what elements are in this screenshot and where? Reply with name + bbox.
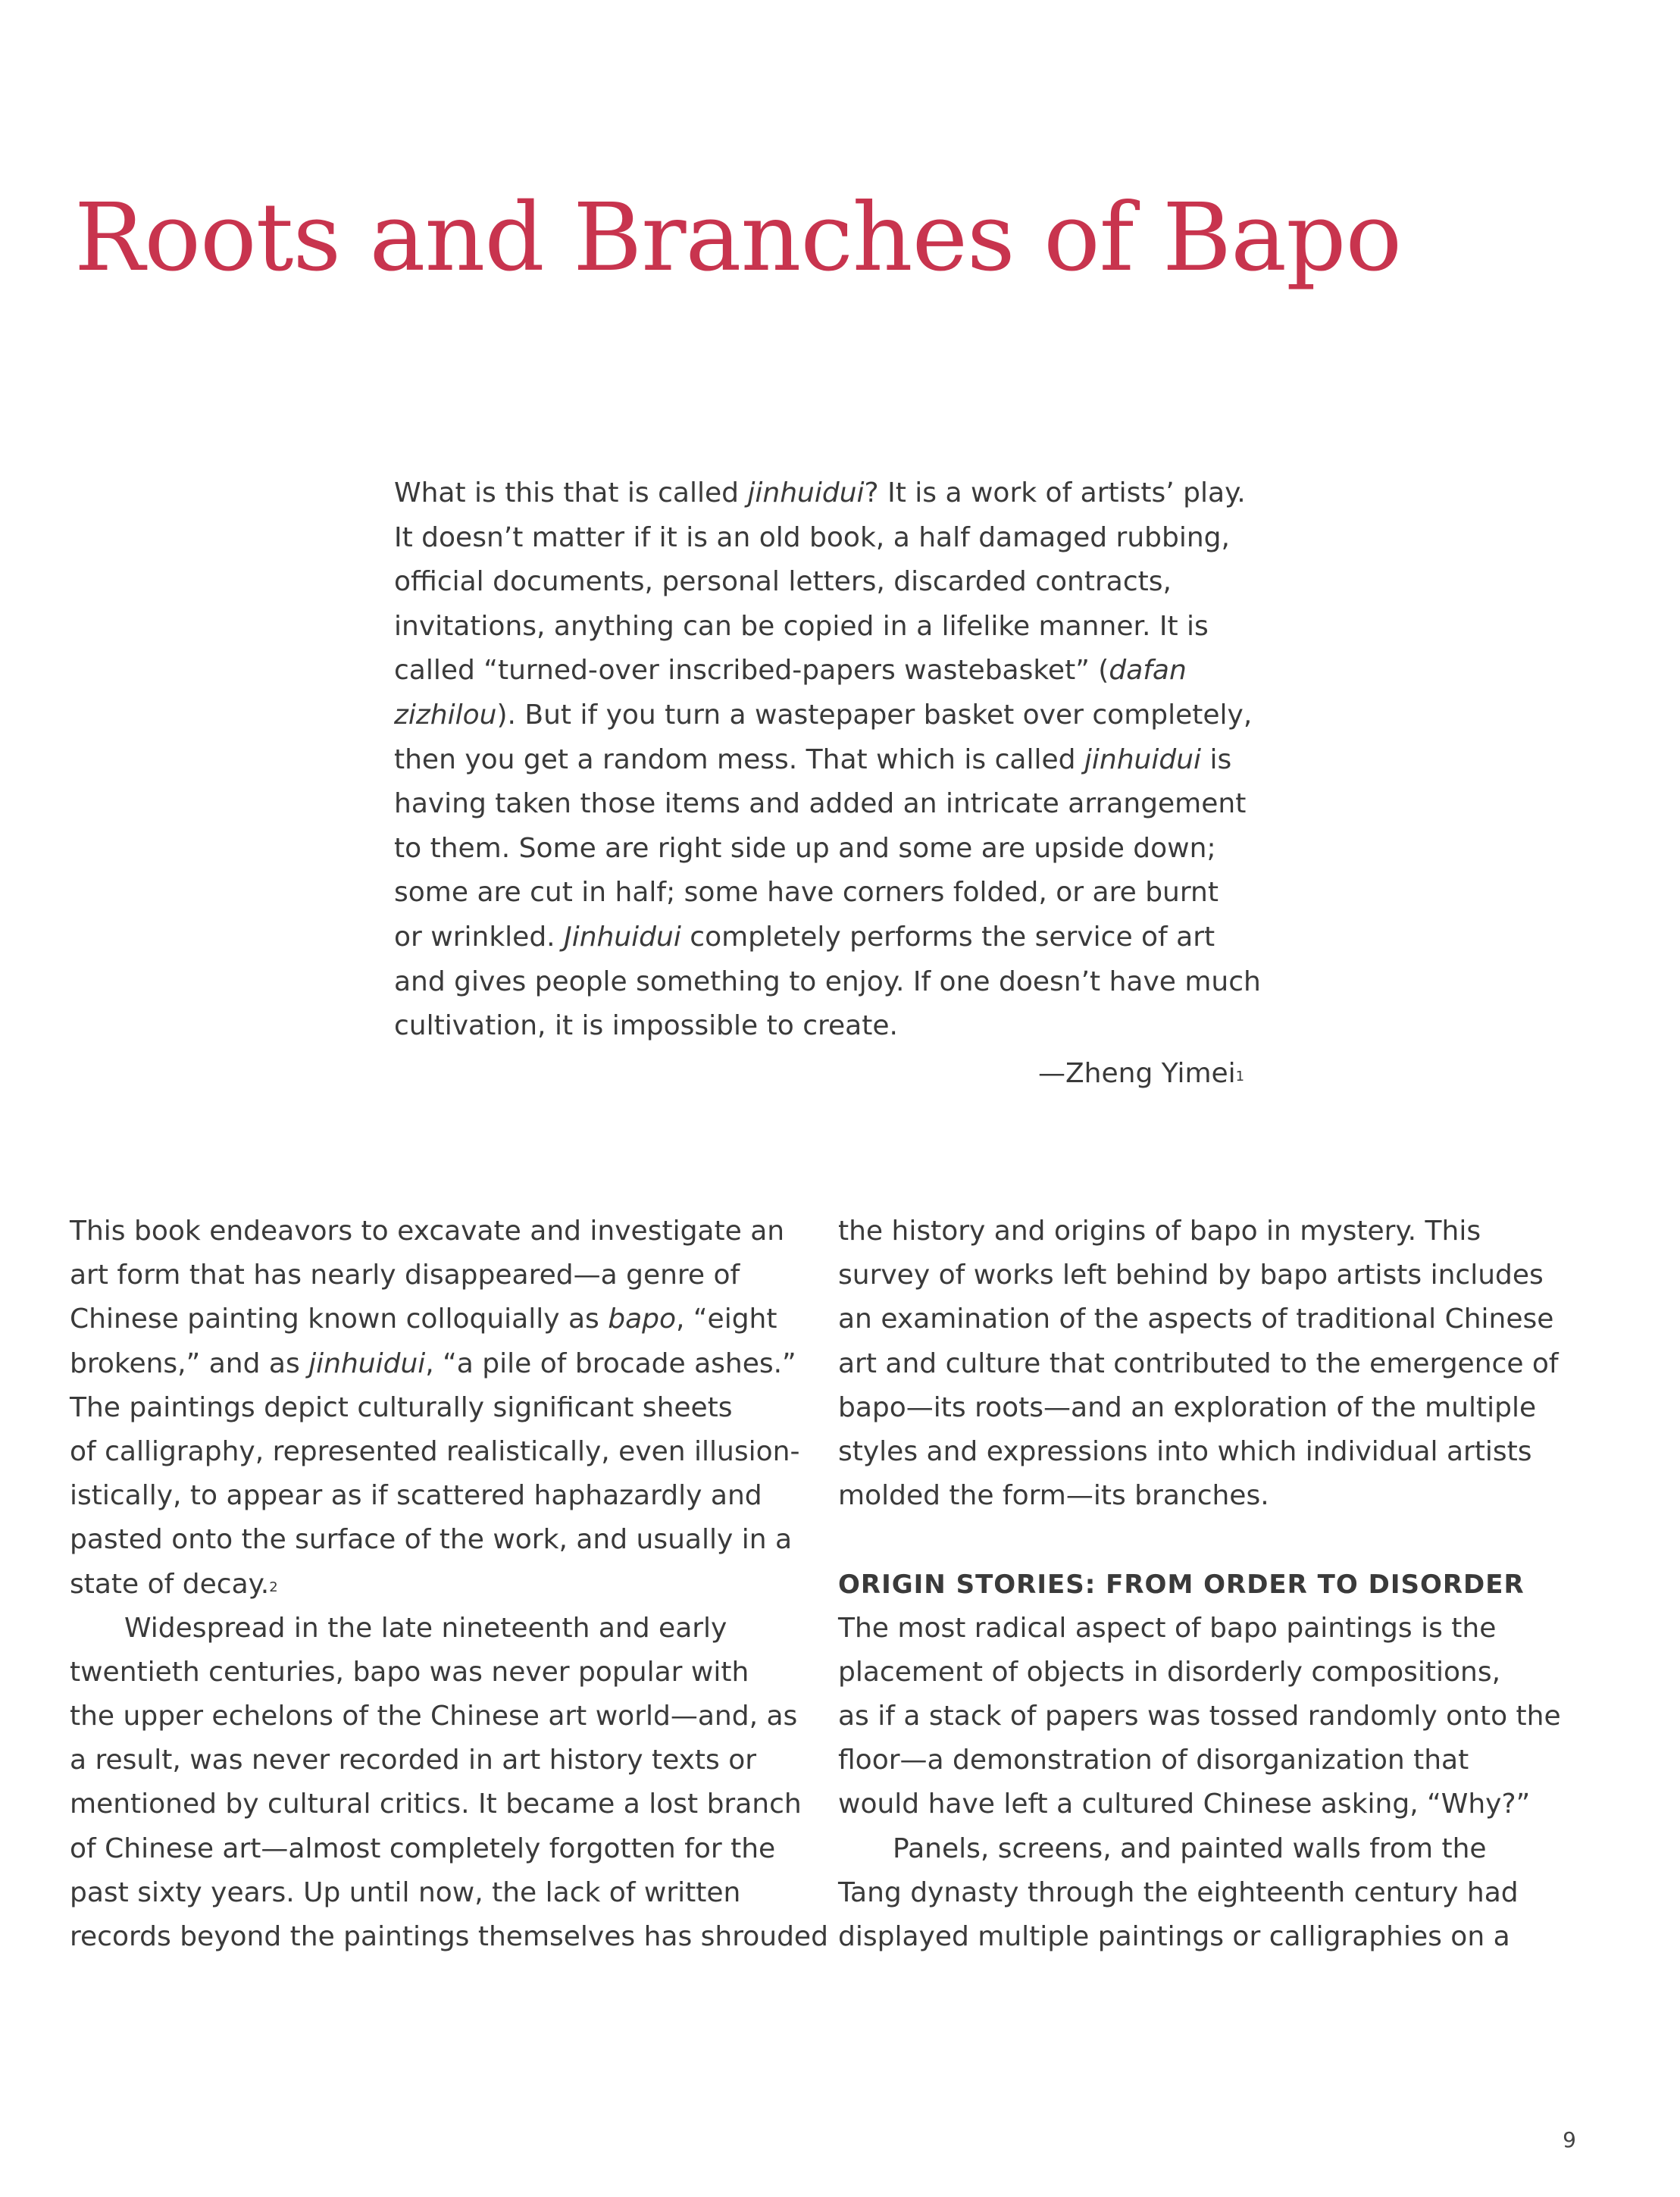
text-line bbox=[838, 1474, 1603, 1518]
italic-term: dafan bbox=[1109, 655, 1187, 687]
text-run: a result, was never recorded in art history texts or bbox=[70, 1745, 757, 1776]
text-line bbox=[394, 693, 1253, 738]
text-run: cultivation, it is impossible to create. bbox=[394, 1010, 898, 1042]
text-run: and gives people something to enjoy. If one doesn’t have much bbox=[394, 965, 1261, 997]
text-line bbox=[394, 871, 1243, 915]
text-line bbox=[838, 1695, 1603, 1739]
text-run: art and culture that contributed to the emergence of bbox=[838, 1347, 1559, 1379]
text-line bbox=[838, 1739, 1603, 1782]
text-run: to them. Some are right side up and some are upside down; bbox=[394, 832, 1216, 864]
text-line bbox=[838, 1651, 1603, 1695]
footnote-marker: 2 bbox=[269, 1579, 278, 1595]
text-run: ORIGIN STORIES: FROM ORDER TO DISORDER bbox=[838, 1569, 1525, 1600]
text-run: of Chinese art—almost completely forgotten for the bbox=[70, 1832, 776, 1864]
text-line bbox=[394, 915, 1243, 960]
text-run: Tang dynasty through the eighteenth century had bbox=[838, 1876, 1519, 1908]
text-run: floor—a demonstration of disorganization that bbox=[838, 1745, 1469, 1776]
text-line bbox=[838, 1607, 1603, 1651]
text-line bbox=[70, 1915, 828, 1959]
text-line bbox=[394, 827, 1243, 872]
text-line bbox=[70, 1827, 820, 1871]
text-line bbox=[394, 1004, 1243, 1049]
text-run: completely performs the service of art bbox=[680, 921, 1215, 953]
text-run: Chinese painting known colloquially as bbox=[70, 1303, 608, 1335]
text-run: past sixty years. Up until now, the lack of written bbox=[70, 1876, 741, 1908]
text-run: having taken those items and added an intricate arrangement bbox=[394, 788, 1247, 820]
text-run: mentioned by cultural critics. It became a lost branch bbox=[70, 1789, 802, 1820]
text-run: Widespread in the late nineteenth and early bbox=[124, 1612, 727, 1644]
text-run: Panels, screens, and painted walls from the bbox=[893, 1832, 1487, 1864]
epigraph-attribution bbox=[1038, 1052, 1243, 1096]
text-run: then you get a random mess. That which is called bbox=[394, 743, 1084, 775]
text-run: The most radical aspect of bapo paintings is the bbox=[838, 1612, 1497, 1644]
text-run: an examination of the aspects of traditional Chinese bbox=[838, 1303, 1554, 1335]
text-run: is bbox=[1201, 743, 1232, 775]
text-line bbox=[394, 516, 1243, 561]
footnote-marker: 1 bbox=[1235, 1069, 1245, 1084]
text-line bbox=[394, 471, 1246, 516]
text-line bbox=[70, 1695, 820, 1739]
text-line bbox=[70, 1297, 820, 1341]
text-run: or wrinkled. bbox=[394, 921, 565, 953]
text-run: , “a pile of brocade ashes.” bbox=[425, 1347, 796, 1379]
italic-term: zizhilou bbox=[394, 699, 497, 731]
text-run: records beyond the paintings themselves has shrouded bbox=[70, 1921, 828, 1952]
text-line bbox=[394, 738, 1243, 783]
text-line bbox=[70, 1430, 820, 1474]
text-line bbox=[70, 1607, 820, 1651]
text-line bbox=[70, 1651, 820, 1695]
text-line bbox=[394, 560, 1243, 605]
text-line bbox=[838, 1871, 1603, 1915]
epigraph bbox=[394, 471, 1261, 1049]
text-run: The paintings depict culturally significant sheets bbox=[70, 1391, 733, 1423]
text-line bbox=[838, 1253, 1603, 1297]
text-line bbox=[70, 1474, 820, 1518]
text-run: the history and origins of bapo in mystery. This bbox=[838, 1216, 1481, 1247]
text-run: , “eight bbox=[676, 1303, 777, 1335]
attribution-text: —Zheng Yimei bbox=[1038, 1058, 1236, 1089]
text-line bbox=[838, 1782, 1603, 1826]
text-line bbox=[838, 1386, 1603, 1430]
text-line bbox=[70, 1210, 820, 1253]
text-run: as if a stack of papers was tossed randomly onto the bbox=[838, 1701, 1561, 1732]
italic-term: jinhuidui bbox=[308, 1347, 426, 1379]
text-run: molded the form—its branches. bbox=[838, 1480, 1269, 1512]
epigraph-body bbox=[394, 471, 1261, 1049]
text-run: art form that has nearly disappeared—a genre of bbox=[70, 1260, 740, 1291]
text-line bbox=[70, 1253, 820, 1297]
text-line bbox=[838, 1210, 1603, 1253]
italic-term: jinhuidui bbox=[747, 477, 865, 509]
italic-term: jinhuidui bbox=[1084, 743, 1202, 775]
text-run: pasted onto the surface of the work, and usually in a bbox=[70, 1524, 793, 1556]
text-line bbox=[394, 960, 1261, 1005]
italic-term: bapo bbox=[608, 1303, 677, 1335]
text-run: What is this that is called bbox=[394, 477, 748, 509]
text-run: placement of objects in disorderly compositions, bbox=[838, 1656, 1501, 1688]
page-number: 9 bbox=[1563, 2127, 1576, 2152]
text-run: bapo—its roots—and an exploration of the multiple bbox=[838, 1391, 1537, 1423]
text-run: would have left a cultured Chinese asking, “Why?” bbox=[838, 1789, 1531, 1820]
text-line bbox=[838, 1342, 1603, 1386]
text-run: some are cut in half; some have corners folded, or are burnt bbox=[394, 877, 1219, 909]
text-run: survey of works left behind by bapo artists includes bbox=[838, 1260, 1544, 1291]
text-run: the upper echelons of the Chinese art world—and, as bbox=[70, 1701, 798, 1732]
text-run: called “turned-over inscribed-papers wastebasket” ( bbox=[394, 655, 1109, 687]
text-line bbox=[70, 1386, 820, 1430]
text-line bbox=[838, 1297, 1603, 1341]
text-run: brokens,” and as bbox=[70, 1347, 309, 1379]
text-line bbox=[70, 1518, 820, 1562]
text-run: ? It is a work of artists’ play. bbox=[864, 477, 1246, 509]
italic-term: Jinhuidui bbox=[564, 921, 681, 953]
body-column-right bbox=[838, 1210, 1603, 1959]
text-run: istically, to appear as if scattered haphazardly and bbox=[70, 1480, 762, 1512]
text-line bbox=[394, 649, 1243, 693]
text-line bbox=[838, 1827, 1603, 1871]
text-line bbox=[394, 605, 1243, 649]
text-run: styles and expressions into which individual artists bbox=[838, 1435, 1532, 1467]
text-line bbox=[838, 1915, 1603, 1959]
text-line bbox=[70, 1871, 820, 1915]
paragraph-gap bbox=[838, 1518, 1603, 1562]
text-line bbox=[70, 1563, 820, 1607]
text-run: displayed multiple paintings or calligraphies on a bbox=[838, 1921, 1510, 1952]
section-heading bbox=[838, 1563, 1603, 1607]
text-run: This book endeavors to excavate and investigate an bbox=[70, 1216, 785, 1247]
body-column-left bbox=[70, 1210, 828, 1959]
page-title: Roots and Branches of Bapo bbox=[74, 183, 1402, 293]
text-run: It doesn’t matter if it is an old book, a half damaged rubbing, bbox=[394, 521, 1230, 553]
text-line bbox=[70, 1342, 820, 1386]
text-line bbox=[70, 1739, 820, 1782]
text-run: ). But if you turn a wastepaper basket over completely, bbox=[496, 699, 1253, 731]
text-run: state of decay. bbox=[70, 1568, 270, 1600]
text-run: invitations, anything can be copied in a lifelike manner. It is bbox=[394, 610, 1209, 642]
text-run: of calligraphy, represented realistically, even illusion- bbox=[70, 1435, 800, 1467]
text-run: twentieth centuries, bapo was never popular with bbox=[70, 1656, 749, 1688]
text-run: official documents, personal letters, discarded contracts, bbox=[394, 566, 1172, 598]
text-line bbox=[394, 782, 1247, 827]
text-line bbox=[70, 1782, 820, 1826]
text-line bbox=[838, 1430, 1603, 1474]
